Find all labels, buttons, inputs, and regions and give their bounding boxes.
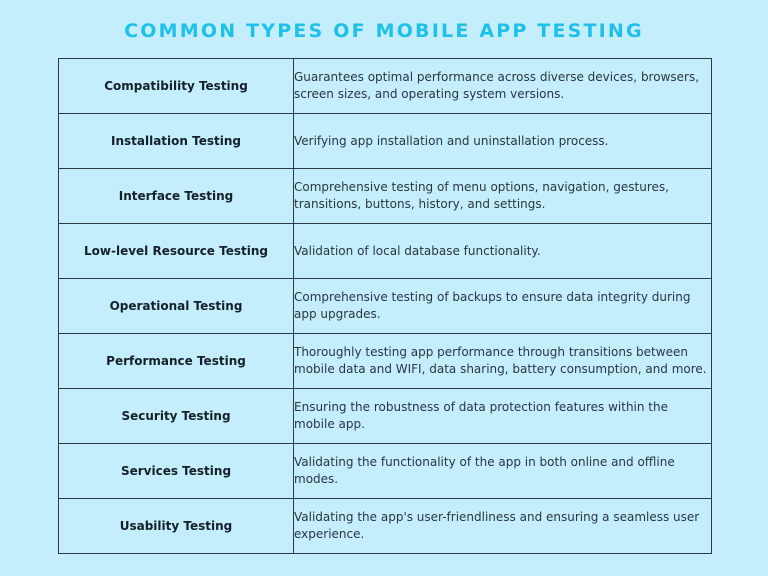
testing-description-cell: Validating the functionality of the app in both online and offline modes.	[294, 444, 712, 499]
table-row	[59, 169, 712, 224]
testing-type-cell: Operational Testing	[59, 279, 294, 334]
testing-description-cell: Ensuring the robustness of data protection features within the mobile app.	[294, 389, 712, 444]
table-row	[59, 279, 712, 334]
testing-type-cell: Compatibility Testing	[59, 59, 294, 114]
page-title: COMMON TYPES OF MOBILE APP TESTING	[124, 20, 644, 42]
testing-description-cell: Thoroughly testing app performance through transitions between mobile data and WIFI, data sharing, battery consumption, and more.	[294, 334, 712, 389]
table-row	[59, 334, 712, 389]
testing-type-cell: Interface Testing	[59, 169, 294, 224]
testing-description-cell: Verifying app installation and uninstallation process.	[294, 114, 712, 169]
table-row	[59, 444, 712, 499]
table-row	[59, 114, 712, 169]
testing-type-cell: Services Testing	[59, 444, 294, 499]
testing-description-cell: Comprehensive testing of menu options, navigation, gestures, transitions, buttons, history, and settings.	[294, 169, 712, 224]
testing-description-cell: Validating the app's user-friendliness and ensuring a seamless user experience.	[294, 499, 712, 554]
table-row	[59, 389, 712, 444]
testing-type-cell: Performance Testing	[59, 334, 294, 389]
table-row	[59, 224, 712, 279]
testing-type-cell: Usability Testing	[59, 499, 294, 554]
testing-type-cell: Low-level Resource Testing	[59, 224, 294, 279]
testing-description-cell: Guarantees optimal performance across diverse devices, browsers, screen sizes, and operating system versions.	[294, 59, 712, 114]
testing-type-cell: Security Testing	[59, 389, 294, 444]
testing-type-cell: Installation Testing	[59, 114, 294, 169]
testing-description-cell: Comprehensive testing of backups to ensure data integrity during app upgrades.	[294, 279, 712, 334]
table-row	[59, 59, 712, 114]
testing-description-cell: Validation of local database functionality.	[294, 224, 712, 279]
testing-types-table	[58, 58, 712, 554]
table-row	[59, 499, 712, 554]
